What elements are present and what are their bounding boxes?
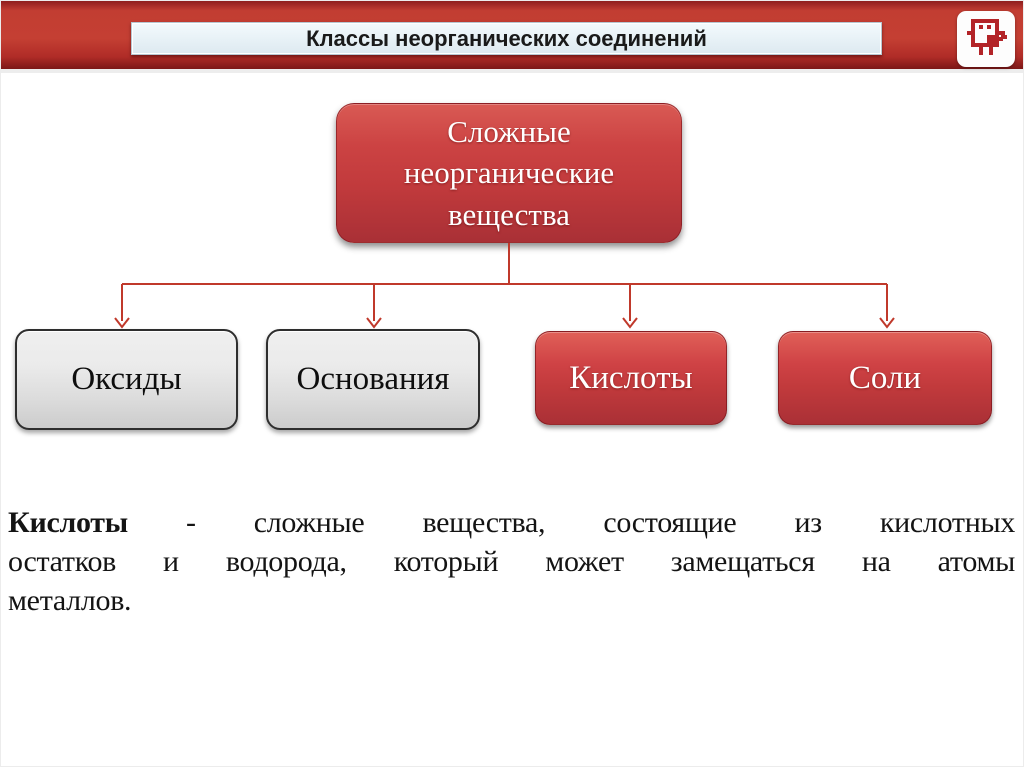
diagram-node-acids: Кислоты	[535, 331, 727, 425]
arrowhead-icon	[367, 318, 381, 327]
diagram-node-bases: Основания	[266, 329, 480, 430]
arrowhead-icon	[880, 318, 894, 327]
definition-line-3: металлов.	[8, 584, 132, 617]
arrowhead-icon	[115, 318, 129, 327]
definition-text	[8, 503, 1015, 620]
header-bar	[1, 1, 1024, 73]
diagram-node-salts: Соли	[778, 331, 992, 425]
definition-term: Кислоты	[8, 506, 128, 539]
pixel-robot-icon	[963, 15, 1009, 63]
diagram-root-node: Сложные неорганические вещества	[336, 103, 682, 243]
arrowhead-icon	[623, 318, 637, 327]
logo-badge	[957, 11, 1015, 67]
definition-line-1	[8, 503, 1015, 542]
definition-line-1-rest: - сложные вещества, состоящие из кислотных	[185, 506, 1015, 539]
diagram-node-oxides: Оксиды	[15, 329, 238, 430]
slide-title: Классы неорганических соединений	[131, 22, 882, 55]
definition-line-2: остатков и водорода, который может замещаться на атомы	[8, 545, 1015, 578]
